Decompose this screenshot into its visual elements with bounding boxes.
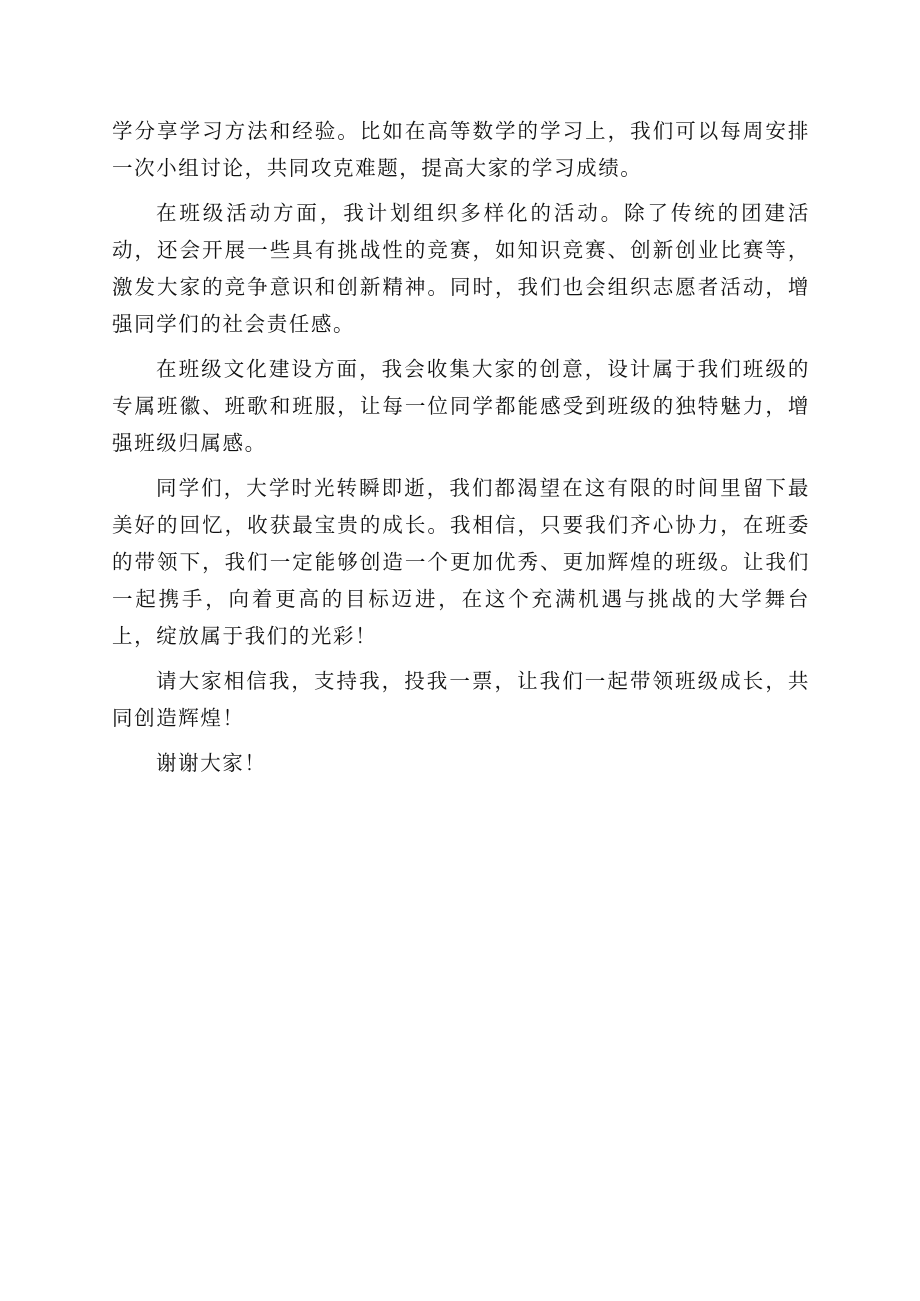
document-page [112,113,810,790]
paragraph-thanks: 谢谢大家！ [156,751,267,775]
paragraph-class-culture: 在班级文化建设方面，我会收集大家的创意，设计属于我们班级的专属班徽、班歌和班服，让每一位同学都能感受到班级的独特魅力，增强班级归属感。 [112,357,810,455]
paragraph-continued: 学分享学习方法和经验。比如在高等数学的学习上，我们可以每周安排一次小组讨论，共同攻克难题，提高大家的学习成绩。 [112,119,810,180]
paragraph-vote-request: 请大家相信我，支持我，投我一票，让我们一起带领班级成长，共同创造辉煌！ [112,669,810,730]
paragraph-appeal: 同学们，大学时光转瞬即逝，我们都渴望在这有限的时间里留下最美好的回忆，收获最宝贵的成长。我相信，只要我们齐心协力，在班委的带领下，我们一定能够创造一个更加优秀、更加辉煌的班级。让我们一起携手，向着更高的目标迈进，在这个充满机遇与挑战的大学舞台上，绽放属于我们的光彩！ [112,476,810,648]
paragraph-class-activities: 在班级活动方面，我计划组织多样化的活动。除了传统的团建活动，还会开展一些具有挑战性的竞赛，如知识竞赛、创新创业比赛等，激发大家的竞争意识和创新精神。同时，我们也会组织志愿者活动，增强同学们的社会责任感。 [112,201,810,336]
